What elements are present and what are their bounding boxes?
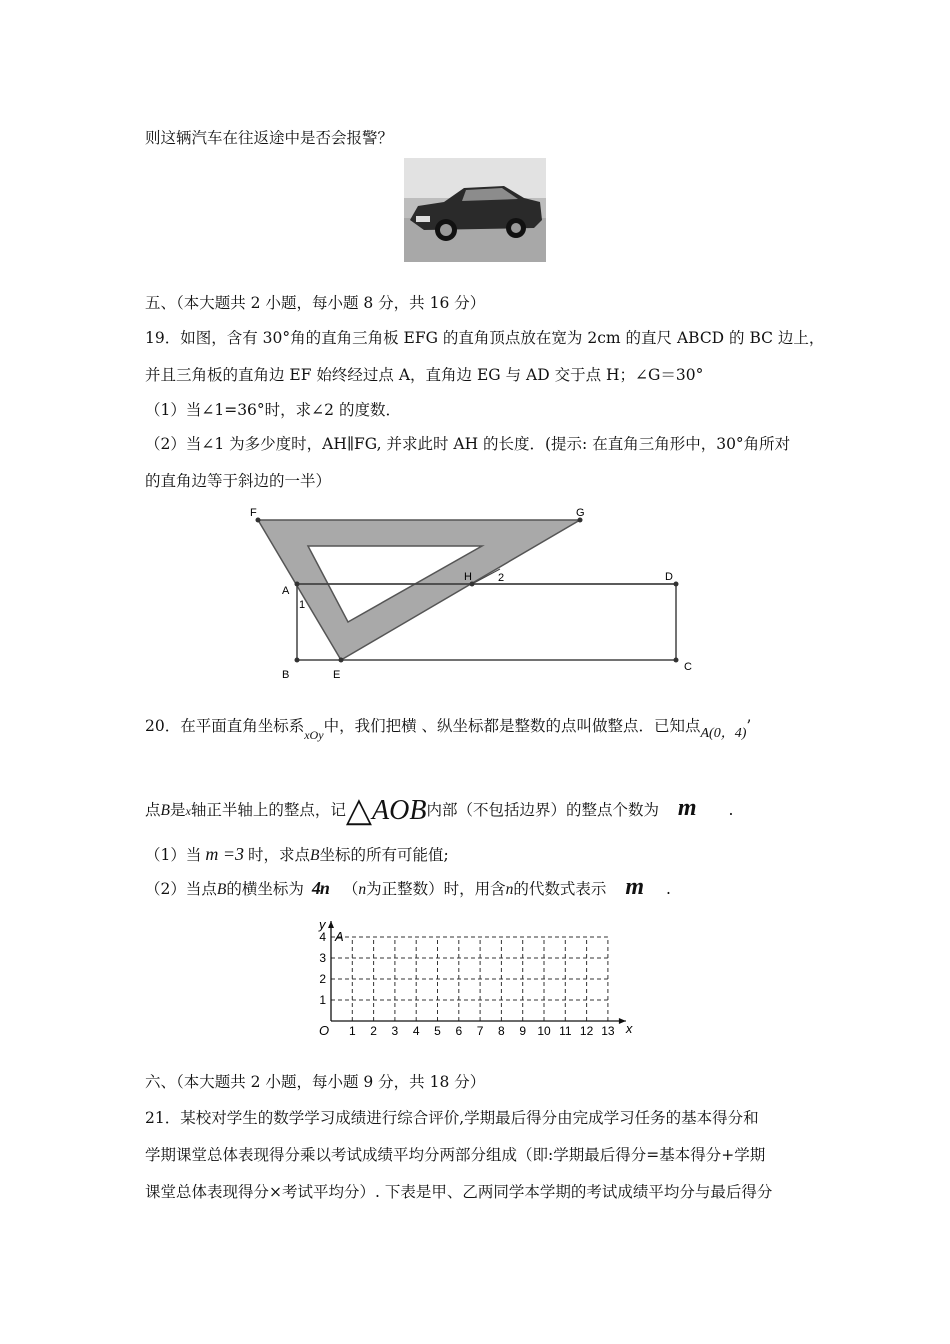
x-tick-label: 1 [348, 1024, 356, 1038]
question-21-line3: 课堂总体表现得分×考试平均分）. 下表是甲、乙两同学本学期的考试成绩平均分与最后得分 [145, 1183, 773, 1201]
x-tick-label: 4 [412, 1024, 420, 1038]
section-5-heading: 五、（本大题共 2 小题，每小题 8 分，共 16 分） [145, 294, 486, 312]
label-angle1: 1 [299, 599, 306, 611]
point-A-label: A [335, 929, 344, 944]
x-tick-label: 9 [519, 1024, 527, 1038]
question-21-line1: 21．某校对学生的数学学习成绩进行综合评价,学期最后得分由完成学习任务的基本得分和 [145, 1109, 759, 1127]
x-tick-label: 6 [455, 1024, 463, 1038]
coord-system: xOy [304, 728, 324, 742]
question-19-line2: 并且三角板的直角边 EF 始终经过点 A，直角边 EG 与 AD 交于点 H；∠G＝30° [145, 366, 704, 384]
x-tick-label: 7 [476, 1024, 484, 1038]
expression-4n: 4n [311, 878, 329, 898]
y-axis-arrow [328, 921, 334, 928]
question-20-line1: 20．在平面直角坐标系$_{xOy}$中，我们把横 、纵坐标都是整数的点叫做整点．已知点A(0，4)’ [145, 717, 752, 742]
y-tick-label: 1 [319, 993, 326, 1007]
variable-m-2: m [625, 874, 644, 900]
question-19-part2-cont: 的直角边等于斜边的一半） [145, 472, 332, 490]
question-19-part1: （1）当∠1=36°时，求∠2 的度数． [145, 401, 401, 419]
x-tick-label: 2 [370, 1024, 377, 1038]
label-G: G [576, 507, 585, 519]
section-6-heading: 六、（本大题共 2 小题，每小题 9 分，共 18 分） [145, 1073, 486, 1091]
question-18-tail: 则这辆汽车在往返途中是否会报警？ [145, 129, 394, 147]
x-tick-label: 13 [601, 1024, 615, 1038]
y-axis-label: y [319, 917, 326, 932]
y-tick-label: 3 [319, 951, 326, 965]
label-C: C [684, 661, 692, 673]
x-tick-label: 12 [579, 1024, 594, 1038]
x-axis-arrow [619, 1018, 626, 1024]
question-20-line2: 点B是x轴正半轴上的整点，记△AOB内部（不包括边界）的整点个数为 m . [145, 790, 734, 830]
x-tick-label: 11 [559, 1024, 572, 1038]
label-angle2: 2 [498, 572, 505, 584]
x-tick-label: 5 [434, 1024, 441, 1038]
question-19-line1: 19．如图，含有 30°角的直角三角板 EFG 的直角顶点放在宽为 2cm 的直尺 ABCD 的 BC 边上， [145, 329, 825, 347]
x-axis-label: x [625, 1021, 633, 1036]
triangle-AOB: AOB [372, 795, 427, 826]
label-F: F [250, 507, 257, 519]
label-A: A [282, 585, 290, 597]
label-H: H [464, 571, 472, 583]
variable-m: m [677, 795, 696, 821]
question-19-part2: （2）当∠1 为多少度时，AH∥FG, 并求此时 AH 的长度．(提示: 在直角三角形中，30°角所对 [145, 435, 791, 453]
x-tick-label: 8 [498, 1024, 505, 1038]
triangle-symbol: △ [345, 790, 372, 830]
y-tick-label: 4 [319, 930, 326, 944]
y-tick-label: 2 [319, 972, 326, 986]
label-D: D [665, 571, 673, 583]
point-A: A(0，4) [700, 726, 747, 741]
equation-m3: m =3 [205, 844, 245, 864]
question-21-line2: 学期课堂总体表现得分乘以考试成绩平均分两部分组成（即:学期最后得分=基本得分+学期 [145, 1146, 766, 1164]
label-E: E [333, 669, 341, 681]
x-tick-label: 3 [391, 1024, 399, 1038]
x-tick-label: 10 [537, 1024, 551, 1038]
label-B: B [282, 669, 290, 681]
question-20-part2: （2）当点B的横坐标为 4n （n为正整数）时，用含n的代数式表示 m . [145, 874, 671, 900]
origin-label: O [319, 1023, 330, 1038]
question-20-part1: （1）当 m =3 时，求点B坐标的所有可能值; [145, 844, 449, 864]
